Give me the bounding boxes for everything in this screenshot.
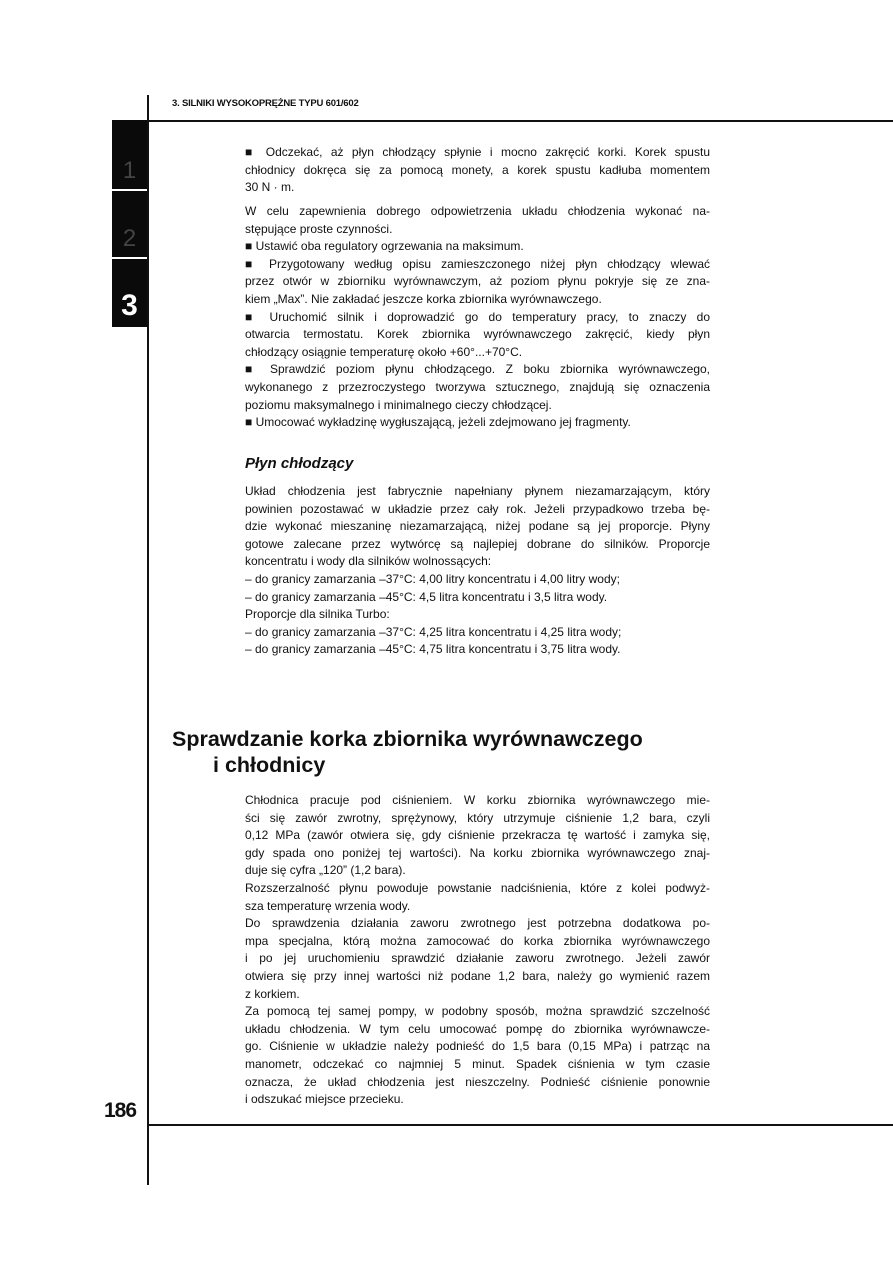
text-block-bleeding bbox=[245, 203, 710, 432]
text-line: otwarcia termostatu. Korek zbiornika wyrównawczego zakręcić, kiedy płyn bbox=[245, 327, 710, 342]
text-line: – do granicy zamarzania –37°C: 4,25 litra koncentratu i 4,25 litra wody; bbox=[245, 624, 622, 639]
text-line: Chłodnica pracuje pod ciśnieniem. W korku zbiornika wyrównawczego mie- bbox=[245, 793, 710, 807]
text-line: ■ Umocować wykładzinę wygłuszającą, jeżeli zdejmowano jej fragmenty. bbox=[245, 415, 631, 430]
text-block-cap-check bbox=[245, 792, 710, 1109]
text-line: ■ Odczekać, aż płyn chłodzący spłynie i mocno zakręcić korki. Korek spustu bbox=[245, 145, 710, 159]
text-line: z korkiem. bbox=[245, 986, 300, 1001]
text-line: 30 N · m. bbox=[245, 180, 295, 195]
chapter-tab-1 bbox=[112, 120, 147, 189]
text-line: Rozszerzalność płynu powoduje powstanie nadciśnienia, które z kolei podwyż- bbox=[245, 880, 710, 895]
text-line: – do granicy zamarzania –37°C: 4,00 litry koncentratu i 4,00 litry wody; bbox=[245, 571, 620, 586]
text-line: otwiera się przy innej wartości niż podane 1,2 bara, należy go wymienić razem bbox=[245, 968, 710, 983]
text-line: manometr, odczekać co najmniej 5 minut. Spadek ciśnienia w tym czasie bbox=[245, 1056, 710, 1071]
section-heading-line2: i chłodnicy bbox=[213, 753, 326, 777]
text-line: chłodnicy dokręca się za pomocą monety, a korek spustu kadłuba momentem bbox=[245, 162, 710, 177]
text-block-drain bbox=[245, 144, 710, 197]
section-subheading: Płyn chłodzący bbox=[245, 455, 354, 472]
text-line: Układ chłodzenia jest fabrycznie napełniany płynem niezamarzającym, który bbox=[245, 484, 710, 498]
text-line: ■ Sprawdzić poziom płynu chłodzącego. Z boku zbiornika wyrównawczego, bbox=[245, 362, 710, 377]
text-line: ■ Uruchomić silnik i doprowadzić go do temperatury pracy, to znaczy do bbox=[245, 309, 710, 324]
text-line: ■ Przygotowany według opisu zamieszczonego niżej płyn chłodzący wlewać bbox=[245, 256, 710, 271]
section-heading-line1: Sprawdzanie korka zbiornika wyrównawczego bbox=[172, 727, 643, 751]
text-line: i po jej uruchomieniu sprawdzić działanie zaworu zwrotnego. Jeżeli zawór bbox=[245, 951, 710, 966]
text-line: 0,12 MPa (zawór otwiera się, gdy ciśnienie przekracza tę wartość i zamyka się, bbox=[245, 828, 710, 843]
text-line: sza temperaturę wrzenia wody. bbox=[245, 898, 411, 913]
text-line: powinien pozostawać w układzie przez cały rok. Jeżeli przypadkowo trzeba bę- bbox=[245, 501, 710, 516]
text-line: gotowe zalecane przez wytwórcę są najlepiej dobrane do silników. Proporcje bbox=[245, 536, 710, 551]
chapter-tab-label: 3 bbox=[121, 289, 138, 322]
text-line: – do granicy zamarzania –45°C: 4,75 litra koncentratu i 3,75 litra wody. bbox=[245, 642, 621, 657]
margin-rule bbox=[147, 95, 149, 1185]
chapter-tab-label: 2 bbox=[122, 225, 137, 252]
text-line: Za pomocą tej samej pompy, w podobny sposób, można sprawdzić szczelność bbox=[245, 1004, 710, 1019]
text-line: gdy spada ono poniżej tej wartości). Na korku zbiornika wyrównawczego znaj- bbox=[245, 845, 710, 860]
text-line: wykonanego z przezroczystego tworzywa sztucznego, znajdują się oznaczenia bbox=[245, 379, 710, 394]
text-line: koncentratu i wody dla silników wolnossących: bbox=[245, 554, 492, 569]
text-line: ści się zawór zwrotny, sprężynowy, który utrzymuje ciśnienie 1,2 bara, czyli bbox=[245, 810, 710, 825]
chapter-tab-2 bbox=[112, 191, 147, 257]
text-line: go. Ciśnienie w układzie należy podnieść do 1,5 bara (0,15 MPa) i patrząc na bbox=[245, 1039, 710, 1054]
text-line: ■ Ustawić oba regulatory ogrzewania na maksimum. bbox=[245, 239, 524, 254]
text-line: stępujące proste czynności. bbox=[245, 221, 393, 236]
text-line: Do sprawdzenia działania zaworu zwrotnego jest potrzebna dodatkowa po- bbox=[245, 916, 710, 931]
text-line: mpa specjalna, którą można zamocować do korka zbiornika wyrównawczego bbox=[245, 933, 710, 948]
text-line: dzie wykonać mieszaninę niezamarzającą, niżej podane są jej proporcje. Płyny bbox=[245, 519, 710, 534]
text-line: poziomu maksymalnego i minimalnego cieczy chłodzącej. bbox=[245, 397, 552, 412]
text-line: i odszukać miejsce przecieku. bbox=[245, 1092, 404, 1107]
text-line: oznacza, że układ chłodzenia jest nieszczelny. Podnieść ciśnienie ponownie bbox=[245, 1074, 710, 1089]
section-heading bbox=[172, 726, 643, 778]
chapter-tab-label: 1 bbox=[122, 157, 137, 184]
footer-rule bbox=[149, 1124, 893, 1126]
page-number: 186 bbox=[104, 1099, 137, 1122]
header-rule bbox=[149, 120, 893, 122]
chapter-tab-3 bbox=[112, 259, 147, 327]
running-head: 3. SILNIKI WYSOKOPRĘŻNE TYPU 601/602 bbox=[172, 98, 359, 109]
text-line: duje się cyfra „120” (1,2 bara). bbox=[245, 863, 406, 878]
text-line: układu chłodzenia. W tym celu umocować pompę do zbiornika wyrównawcze- bbox=[245, 1021, 710, 1036]
text-line: Proporcje dla silnika Turbo: bbox=[245, 607, 390, 622]
text-block-coolant bbox=[245, 483, 710, 659]
text-line: – do granicy zamarzania –45°C: 4,5 litra koncentratu i 3,5 litra wody. bbox=[245, 589, 608, 604]
text-line: kiem „Max”. Nie zakładać jeszcze korka zbiornika wyrównawczego. bbox=[245, 291, 602, 306]
text-line: przez otwór w zbiorniku wyrównawczym, aż poziom płynu pokryje się ze zna- bbox=[245, 274, 710, 289]
text-line: W celu zapewnienia dobrego odpowietrzenia układu chłodzenia wykonać na- bbox=[245, 204, 710, 218]
text-line: chłodzący osiągnie temperaturę około +60°...+70°C. bbox=[245, 344, 523, 359]
